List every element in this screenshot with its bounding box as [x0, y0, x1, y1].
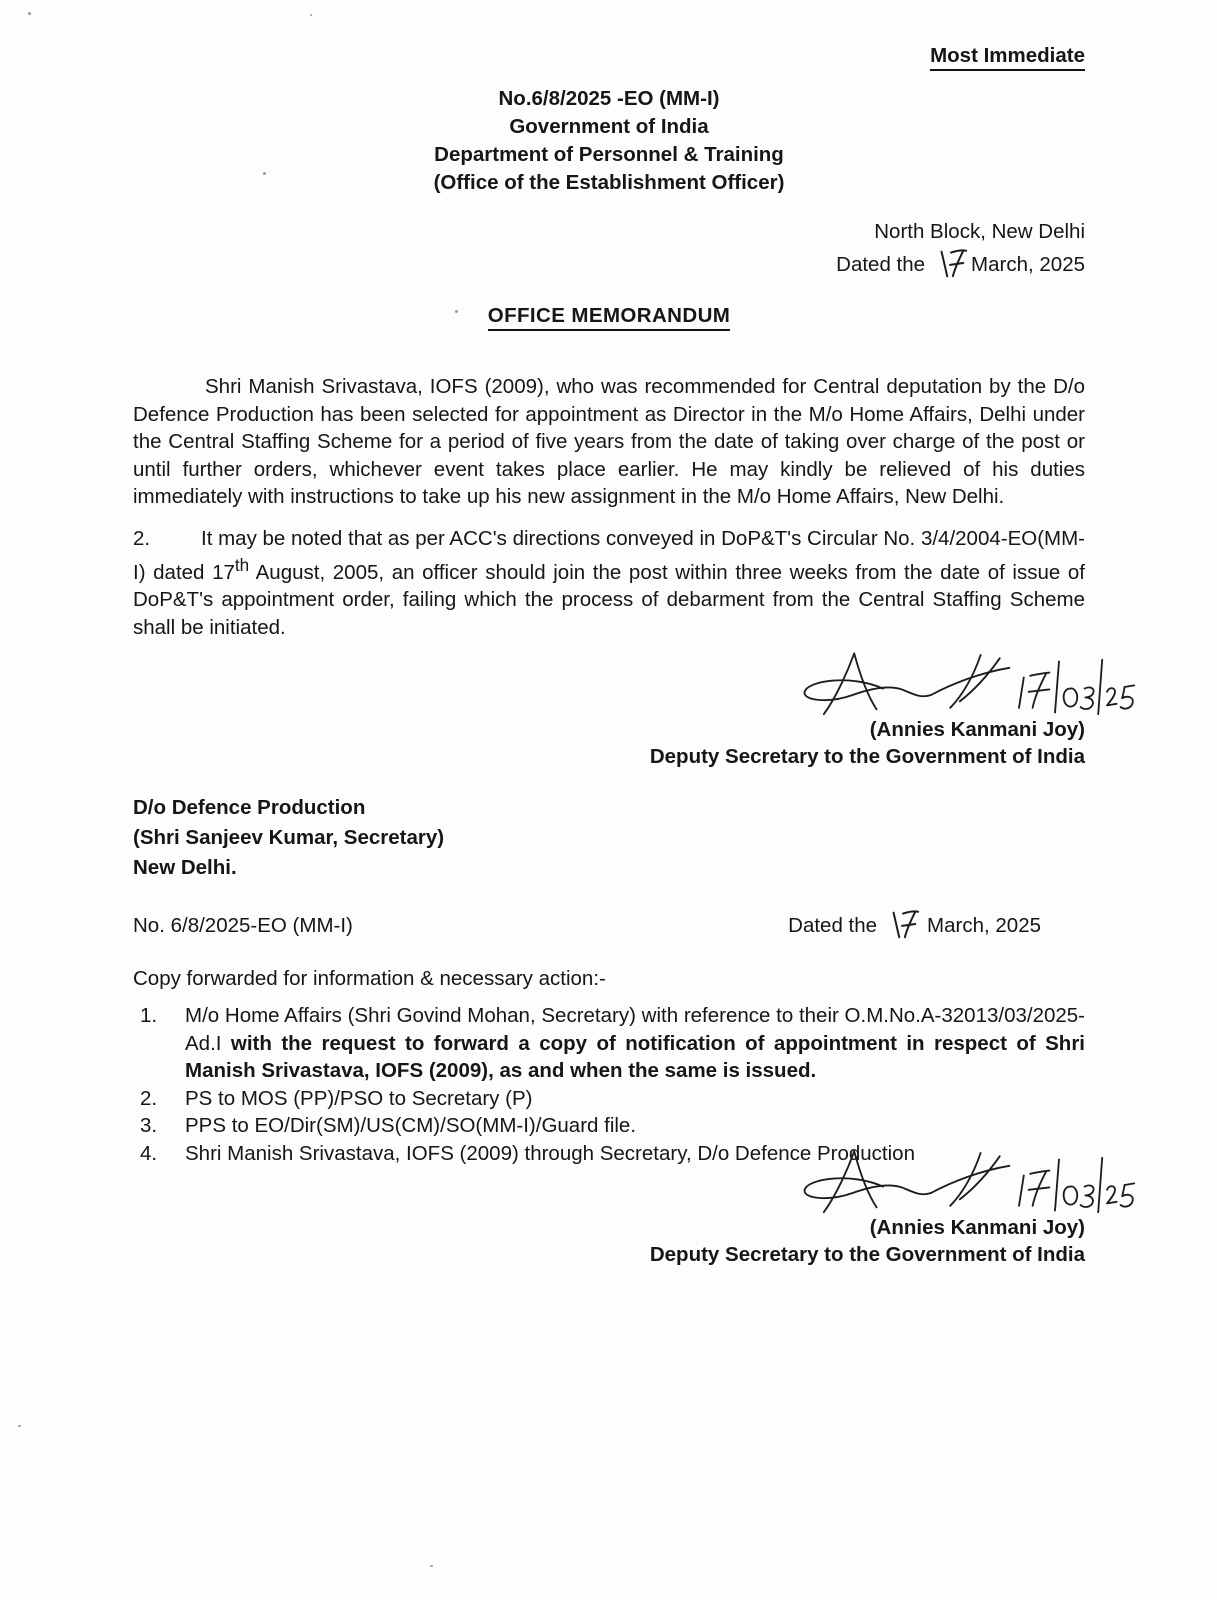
reference-number: No.6/8/2025 -EO (MM-I)	[498, 87, 720, 110]
list-item-number: 2.	[140, 1086, 158, 1110]
date-suffix: March, 2025	[971, 253, 1085, 276]
signatory-name: (Annies Kanmani Joy)	[869, 718, 1085, 742]
place-line: North Block, New Delhi	[874, 220, 1085, 243]
signature-block-1	[133, 647, 1085, 771]
date-suffix-2: March, 2025	[927, 914, 1041, 938]
list-item-text: Shri Manish Srivastava, IOFS (2009) through Secretary, D/o Defence Production	[185, 1141, 915, 1165]
list-item-text-bold: with the request to forward a copy of notification of appointment in respect of Shri Manish Srivastava, IOFS (2009), as and when the same is issued.	[185, 1031, 1085, 1083]
signatory-designation: Deputy Secretary to the Government of India	[649, 1243, 1085, 1267]
handwritten-signature	[795, 647, 1139, 725]
scan-artifact	[263, 172, 266, 175]
paragraph-2-text-b: August, 2005, an officer should join the post within three weeks from the date of issue of DoP&T's appointment order, failing which the process of debarment from the Central Staffing Scheme shall be initiated.	[133, 560, 1086, 639]
handwritten-day-17	[884, 907, 922, 949]
document-title: OFFICE MEMORANDUM	[133, 304, 1085, 331]
government-line: Government of India	[509, 115, 709, 138]
list-item-text: PPS to EO/Dir(SM)/US(CM)/SO(MM-I)/Guard file.	[185, 1114, 637, 1138]
date-prefix-2: Dated the	[788, 914, 878, 938]
urgency-text: Most Immediate	[930, 44, 1085, 71]
handwritten-signature	[795, 1145, 1139, 1223]
reference-date-row	[133, 907, 1085, 949]
ordinal-suffix: th	[234, 556, 250, 575]
paragraph-number: 2.	[133, 526, 151, 550]
list-item	[133, 1002, 1085, 1085]
signatory-name: (Annies Kanmani Joy)	[869, 1216, 1085, 1240]
list-item-text: M/o Home Affairs (Shri Govind Mohan, Secretary) with reference to their O.M.No.A-32013/03/2025-Ad.I	[185, 1004, 1085, 1055]
scan-artifact	[430, 1565, 433, 1567]
scan-artifact	[310, 14, 312, 16]
signatory-designation: Deputy Secretary to the Government of India	[649, 745, 1085, 769]
addressee-officer: (Shri Sanjeev Kumar, Secretary)	[133, 826, 445, 850]
body-paragraph-2	[133, 525, 1085, 642]
list-item-number: 3.	[140, 1114, 158, 1138]
list-item	[133, 1085, 1085, 1113]
scan-artifact	[28, 12, 31, 15]
date-line-2	[788, 907, 1041, 949]
addressee-city: New Delhi.	[133, 856, 237, 880]
reference-number-2: No. 6/8/2025-EO (MM-I)	[133, 914, 353, 938]
handwritten-day-17	[932, 246, 970, 288]
date-line	[133, 246, 1085, 288]
place-date-block	[133, 217, 1085, 288]
list-item-number: 4.	[140, 1141, 158, 1165]
scan-artifact	[18, 1425, 21, 1427]
date-prefix: Dated the	[836, 253, 926, 276]
body-paragraph-1: Shri Manish Srivastava, IOFS (2009), who was recommended for Central deputation by the D/o Defence Production has been selected for appointment as Director in the M/o Home Affairs, Delhi under the Central Staffing Scheme for a period of five years from the date of taking over charge of the post or until further orders, whichever event takes place earlier. He may kindly be relieved of his duties immediately with instructions to take up his new assignment in the M/o Home Affairs, New Delhi.	[133, 375, 1085, 508]
addressee-department: D/o Defence Production	[133, 796, 366, 820]
scan-artifact	[455, 310, 458, 313]
urgency-label	[133, 44, 1085, 71]
letterhead	[133, 85, 1085, 197]
paragraph-2-text-a: It may be noted that as per ACC's directions conveyed in DoP&T's Circular No. 3/4/2004-EO(MM-I) dated 17	[133, 526, 1086, 584]
copy-distribution-list	[133, 1002, 1085, 1167]
list-item-text: PS to MOS (PP)/PSO to Secretary (P)	[185, 1086, 533, 1110]
office-line: (Office of the Establishment Officer)	[433, 171, 785, 194]
copy-forwarded-line: Copy forwarded for information & necessary action:-	[133, 967, 606, 991]
list-item-number: 1.	[140, 1004, 158, 1028]
department-line: Department of Personnel & Training	[434, 143, 784, 166]
addressee-block	[133, 793, 1085, 883]
list-item	[133, 1112, 1085, 1140]
